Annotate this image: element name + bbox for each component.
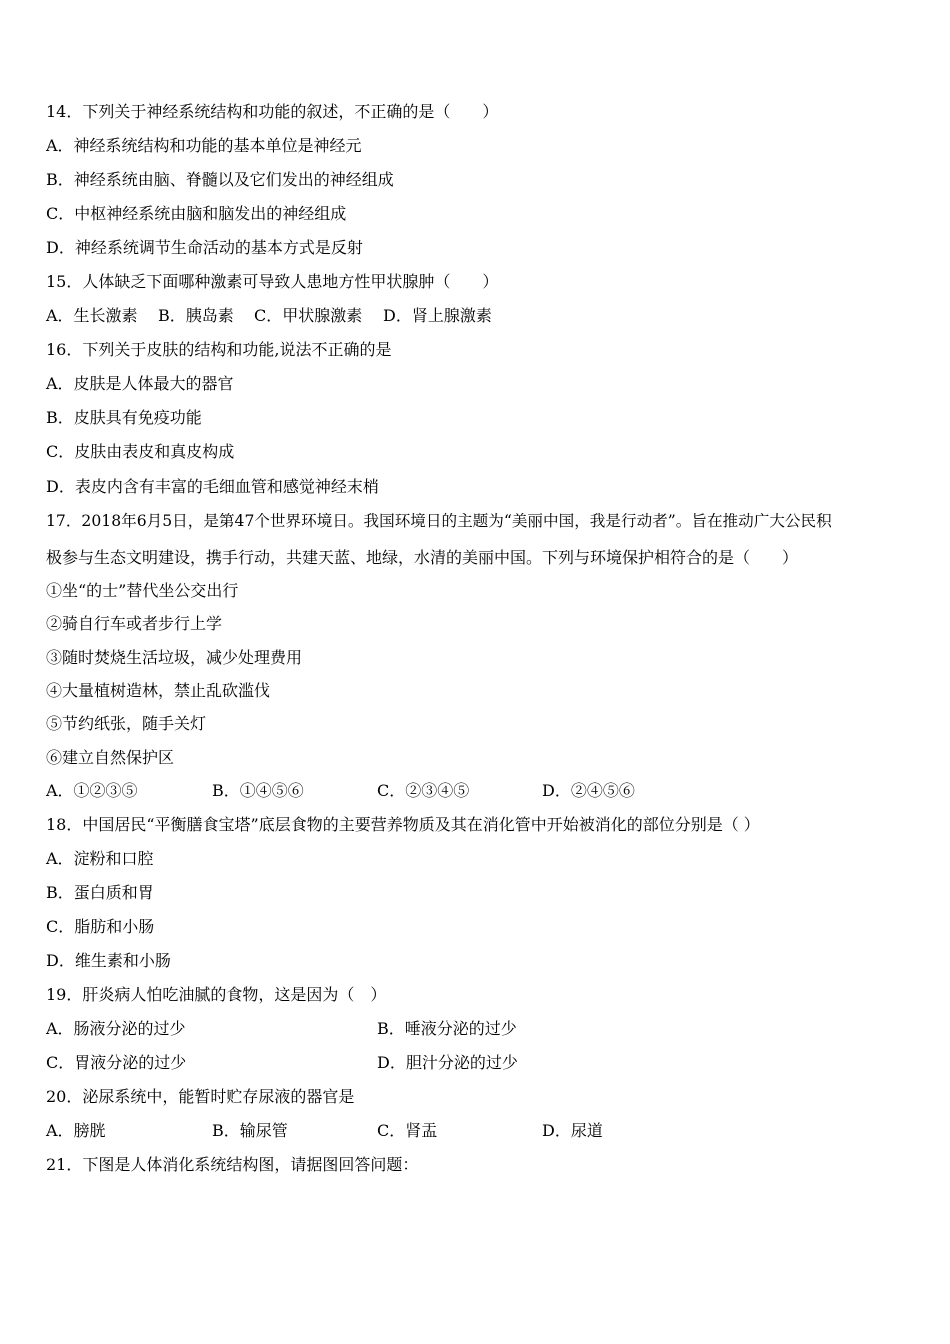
question-14-option-d: D．神经系统调节生命活动的基本方式是反射: [46, 238, 363, 257]
question-18-option-b: B．蛋白质和胃: [46, 883, 154, 902]
question-20-option-d: D．尿道: [542, 1121, 603, 1140]
question-14-option-a: A．神经系统结构和功能的基本单位是神经元: [46, 136, 362, 155]
question-21-stem: 21．下图是人体消化系统结构图，请据图回答问题：: [46, 1155, 419, 1174]
question-15-option-d: D．肾上腺激素: [383, 306, 492, 325]
question-16-option-c: C．皮肤由表皮和真皮构成: [46, 442, 235, 461]
question-16-option-b: B．皮肤具有免疫功能: [46, 408, 202, 427]
question-14-option-c: C．中枢神经系统由脑和脑发出的神经组成: [46, 204, 347, 223]
question-19-option-a: A．肠液分泌的过少: [46, 1019, 186, 1038]
question-17-item-2: ②骑自行车或者步行上学: [46, 614, 223, 633]
question-14-option-b: B．神经系统由脑、脊髓以及它们发出的神经组成: [46, 170, 394, 189]
question-17-item-1: ①坐“的士”替代坐公交出行: [46, 581, 239, 600]
question-19-stem: 19．肝炎病人怕吃油腻的食物，这是因为（ ）: [46, 985, 387, 1004]
question-15-option-b: B．胰岛素: [158, 306, 234, 325]
question-17-item-5: ⑤节约纸张，随手关灯: [46, 714, 207, 733]
question-15-stem: 15．人体缺乏下面哪种激素可导致人患地方性甲状腺肿（ ）: [46, 272, 499, 291]
question-18-option-d: D．维生素和小肠: [46, 951, 171, 970]
question-17-item-3: ③随时焚烧生活垃圾，减少处理费用: [46, 648, 303, 667]
question-17-item-4: ④大量植树造林，禁止乱砍滥伐: [46, 681, 271, 700]
question-20-option-a: A．膀胱: [46, 1121, 106, 1140]
question-19-option-d: D．胆汁分泌的过少: [377, 1053, 518, 1072]
question-17-stem-line-2: 极参与生态文明建设，携手行动，共建天蓝、地绿，水清的美丽中国。下列与环境保护相符合的是（ ）: [46, 548, 799, 567]
question-16-stem: 16．下列关于皮肤的结构和功能,说法不正确的是: [46, 340, 392, 359]
question-17-option-b: B．①④⑤⑥: [212, 781, 304, 800]
question-20-option-b: B．输尿管: [212, 1121, 288, 1140]
question-17-item-6: ⑥建立自然保护区: [46, 748, 175, 767]
question-14-stem: 14．下列关于神经系统结构和功能的叙述，不正确的是（ ）: [46, 102, 499, 121]
question-16-option-d: D．表皮内含有丰富的毛细血管和感觉神经末梢: [46, 477, 379, 496]
question-20-option-c: C．肾盂: [377, 1121, 438, 1140]
question-19-option-c: C．胃液分泌的过少: [46, 1053, 187, 1072]
question-17-stem-line-1: 17．2018年6月5日，是第47个世界环境日。我国环境日的主题为“美丽中国，我是行动者”。旨在推动广大公民积: [46, 512, 832, 530]
question-15-option-c: C．甲状腺激素: [254, 306, 363, 325]
question-16-option-a: A．皮肤是人体最大的器官: [46, 374, 234, 393]
question-17-option-a: A．①②③⑤: [46, 781, 138, 800]
question-17-option-c: C．②③④⑤: [377, 781, 470, 800]
question-18-option-a: A．淀粉和口腔: [46, 849, 154, 868]
question-15-option-a: A．生长激素: [46, 306, 138, 325]
question-18-option-c: C．脂肪和小肠: [46, 917, 155, 936]
question-17-option-d: D．②④⑤⑥: [542, 781, 635, 800]
question-18-stem: 18．中国居民“平衡膳食宝塔”底层食物的主要营养物质及其在消化管中开始被消化的部位分别是（ ）: [46, 815, 760, 834]
question-19-option-b: B．唾液分泌的过少: [377, 1019, 517, 1038]
question-20-stem: 20．泌尿系统中，能暂时贮存尿液的器官是: [46, 1087, 355, 1106]
